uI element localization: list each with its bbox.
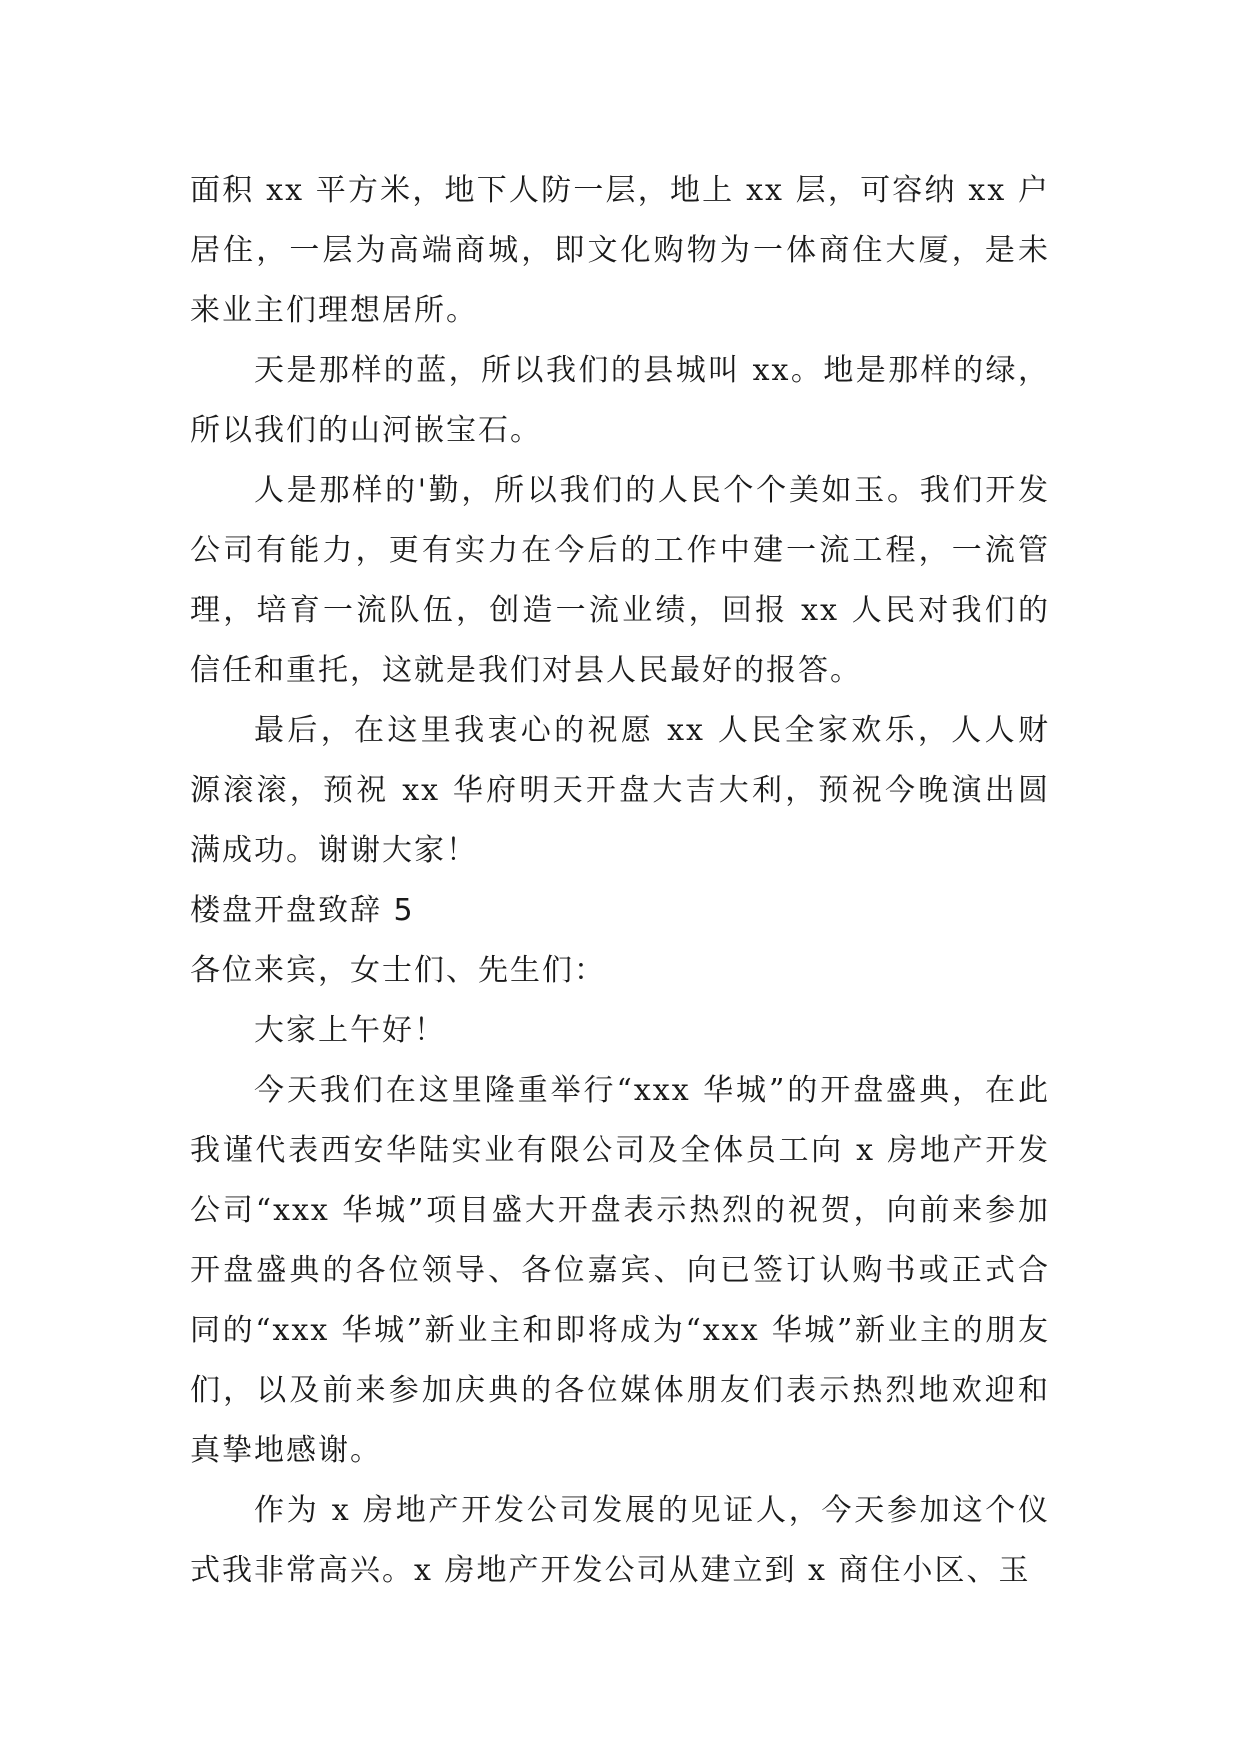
paragraph-building-description: 面积 xx 平方米，地下人防一层，地上 xx 层，可容纳 xx 户居住，一层为高端商城，即文化购物为一体商住大厦，是未来业主们理想居所。 bbox=[190, 173, 1050, 328]
document-body bbox=[190, 161, 1050, 1601]
section-heading: 楼盘开盘致辞 5 bbox=[190, 893, 415, 928]
paragraph-witness: 作为 x 房地产开发公司发展的见证人，今天参加这个仪式我非常高兴。x 房地产开发公司从建立到 x 商住小区、玉 bbox=[190, 1493, 1050, 1588]
paragraph-salutation: 各位来宾，女士们、先生们： bbox=[190, 953, 606, 988]
paragraph-opening-ceremony: 今天我们在这里隆重举行“xxx 华城”的开盘盛典，在此我谨代表西安华陆实业有限公司及全体员工向 x 房地产开发公司“xxx 华城”项目盛大开盘表示热烈的祝贺，向前来参加开盘盛典的各位领导、各位嘉宾、向已签订认购书或正式合同的“xxx 华城”新业主和即将成为“xxx 华城”新业主的朋友们，以及前来参加庆典的各位媒体朋友们表示热烈地欢迎和真挚地感谢。 bbox=[190, 1073, 1050, 1468]
paragraph-closing-wishes: 最后，在这里我衷心的祝愿 xx 人民全家欢乐，人人财源滚滚，预祝 xx 华府明天开盘大吉大利，预祝今晚演出圆满成功。谢谢大家！ bbox=[190, 713, 1050, 868]
paragraph-sky-earth: 天是那样的蓝，所以我们的县城叫 xx。地是那样的绿，所以我们的山河嵌宝石。 bbox=[190, 353, 1050, 448]
paragraph-people-company: 人是那样的'勤，所以我们的人民个个美如玉。我们开发公司有能力，更有实力在今后的工作中建一流工程，一流管理，培育一流队伍，创造一流业绩，回报 xx 人民对我们的信任和重托，这就是我们对县人民最好的报答。 bbox=[190, 473, 1050, 688]
paragraph-greeting: 大家上午好！ bbox=[254, 1013, 446, 1048]
